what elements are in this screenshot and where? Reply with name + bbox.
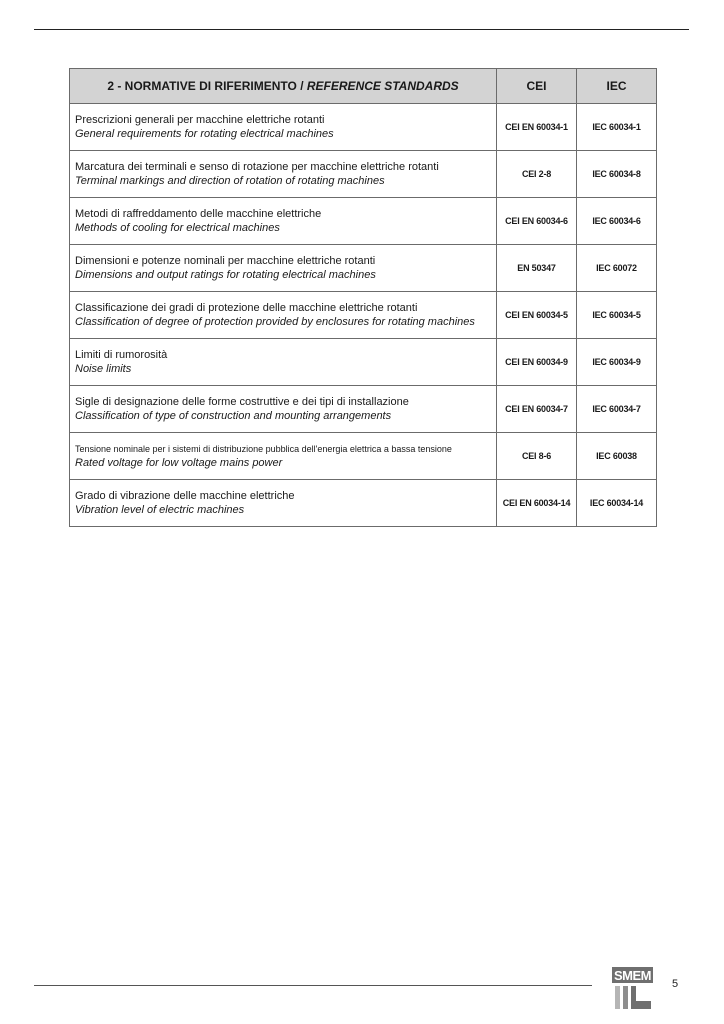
table-row xyxy=(70,198,657,245)
header-divider xyxy=(34,29,689,30)
header-title xyxy=(70,69,497,104)
cei-code: CEI EN 60034-7 xyxy=(497,386,577,433)
table-row xyxy=(70,386,657,433)
description-italian: Marcatura dei terminali e senso di rotazione per macchine elettriche rotanti xyxy=(75,161,439,173)
table-row xyxy=(70,292,657,339)
header-title-prefix: 2 - NORMATIVE DI RIFERIMENTO / xyxy=(107,79,307,93)
cei-code: CEI EN 60034-14 xyxy=(497,480,577,527)
page-number: 5 xyxy=(672,978,679,990)
cei-code: CEI 2-8 xyxy=(497,151,577,198)
footer-divider xyxy=(34,985,592,986)
row-description xyxy=(70,339,497,386)
description-italian: Classificazione dei gradi di protezione delle macchine elettriche rotanti xyxy=(75,302,418,314)
row-description xyxy=(70,151,497,198)
cei-code: CEI EN 60034-9 xyxy=(497,339,577,386)
description-english: General requirements for rotating electrical machines xyxy=(75,128,334,140)
table-row xyxy=(70,245,657,292)
iec-code: IEC 60072 xyxy=(577,245,657,292)
table-row xyxy=(70,151,657,198)
description-italian: Limiti di rumorosità xyxy=(75,349,168,361)
description-english: Terminal markings and direction of rotation of rotating machines xyxy=(75,175,385,187)
logo-text: SMEM xyxy=(614,968,651,983)
description-italian: Dimensioni e potenze nominali per macchine elettriche rotanti xyxy=(75,255,376,267)
header-iec: IEC xyxy=(577,69,657,104)
row-description xyxy=(70,433,497,480)
table-row xyxy=(70,480,657,527)
iec-code: IEC 60034-14 xyxy=(577,480,657,527)
description-english: Methods of cooling for electrical machines xyxy=(75,222,280,234)
table-row xyxy=(70,104,657,151)
iec-code: IEC 60034-9 xyxy=(577,339,657,386)
cei-code: CEI EN 60034-5 xyxy=(497,292,577,339)
description-english: Classification of degree of protection provided by enclosures for rotating machines xyxy=(75,316,475,328)
row-description xyxy=(70,386,497,433)
iec-code: IEC 60038 xyxy=(577,433,657,480)
description-italian: Metodi di raffreddamento delle macchine elettriche xyxy=(75,208,322,220)
iec-code: IEC 60034-5 xyxy=(577,292,657,339)
iec-code: IEC 60034-7 xyxy=(577,386,657,433)
row-description xyxy=(70,104,497,151)
reference-standards-table xyxy=(69,68,657,527)
description-italian: Prescrizioni generali per macchine elettriche rotanti xyxy=(75,114,325,126)
table-header-row xyxy=(70,69,657,104)
description-italian: Sigle di designazione delle forme costruttive e dei tipi di installazione xyxy=(75,396,409,408)
description-italian: Tensione nominale per i sistemi di distribuzione pubblica dell'energia elettrica a bassa tensione xyxy=(75,444,452,454)
cei-code: CEI 8-6 xyxy=(497,433,577,480)
company-logo xyxy=(612,967,653,1009)
description-italian: Grado di vibrazione delle macchine elettriche xyxy=(75,490,295,502)
header-title-italic: REFERENCE STANDARDS xyxy=(306,79,459,93)
iec-code: IEC 60034-6 xyxy=(577,198,657,245)
row-description xyxy=(70,480,497,527)
iec-code: IEC 60034-8 xyxy=(577,151,657,198)
row-description xyxy=(70,292,497,339)
row-description xyxy=(70,198,497,245)
table-row xyxy=(70,339,657,386)
description-english: Rated voltage for low voltage mains power xyxy=(75,457,283,469)
description-english: Classification of type of construction and mounting arrangements xyxy=(75,410,392,422)
cei-code: EN 50347 xyxy=(497,245,577,292)
header-cei: CEI xyxy=(497,69,577,104)
description-english: Vibration level of electric machines xyxy=(75,504,245,516)
table-row xyxy=(70,433,657,480)
cei-code: CEI EN 60034-6 xyxy=(497,198,577,245)
cei-code: CEI EN 60034-1 xyxy=(497,104,577,151)
iec-code: IEC 60034-1 xyxy=(577,104,657,151)
description-english: Noise limits xyxy=(75,363,132,375)
row-description xyxy=(70,245,497,292)
description-english: Dimensions and output ratings for rotating electrical machines xyxy=(75,269,376,281)
